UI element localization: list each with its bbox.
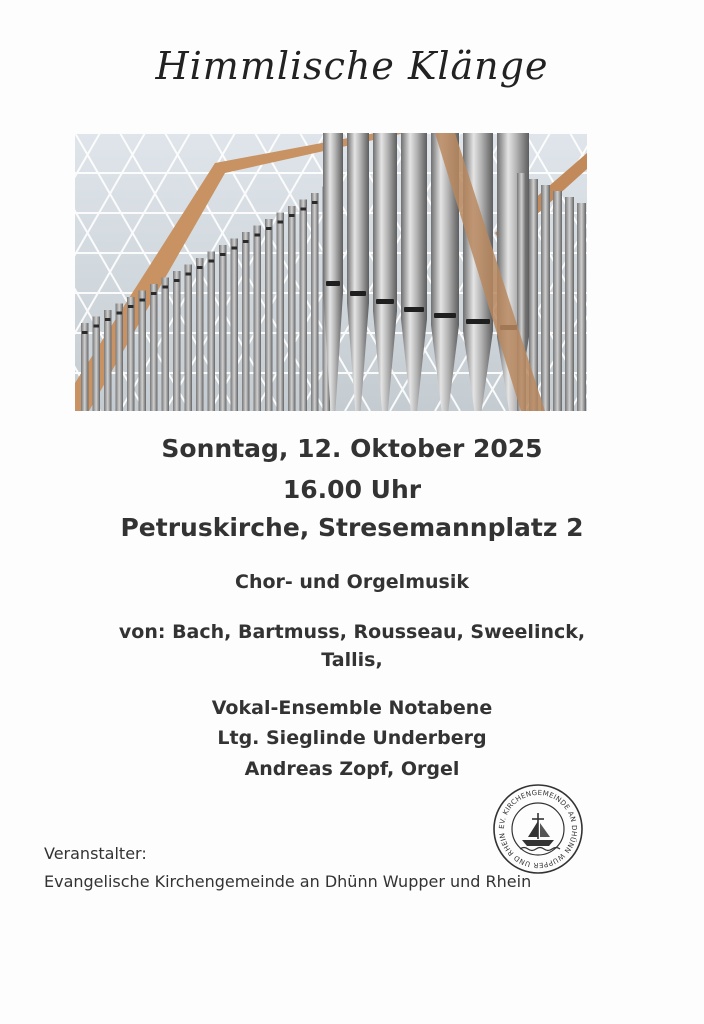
event-date: Sonntag, 12. Oktober 2025: [161, 434, 543, 463]
church-seal-icon: [492, 783, 584, 875]
svg-text:EV. KIRCHENGEMEINDE AN DHÜNN W: EV. KIRCHENGEMEINDE AN DHÜNN WUPPER UND RHEIN: [497, 788, 579, 870]
event-time: 16.00 Uhr: [282, 475, 422, 504]
composers-line-1: von: Bach, Bartmuss, Rousseau, Sweelinck,: [118, 621, 586, 643]
event-venue: Petruskirche, Stresemannplatz 2: [120, 513, 584, 542]
performer-conductor: Ltg. Sieglinde Underberg: [217, 727, 487, 749]
performer-ensemble: Vokal-Ensemble Notabene: [211, 697, 493, 719]
program-heading: Chor- und Orgelmusik: [235, 571, 469, 593]
poster-title: Himmlische Klänge: [155, 44, 549, 88]
organizer-label: Veranstalter:: [44, 844, 147, 863]
performer-organist: Andreas Zopf, Orgel: [244, 758, 460, 780]
composers-line-2: Tallis,: [321, 649, 383, 671]
organ-pipes-photo: [75, 133, 587, 411]
organizer-name: Evangelische Kirchengemeinde an Dhünn Wupper und Rhein: [44, 872, 532, 891]
